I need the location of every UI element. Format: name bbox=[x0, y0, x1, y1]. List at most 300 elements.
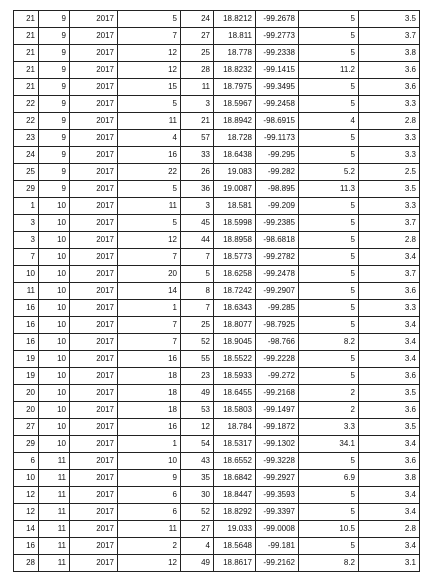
table-row bbox=[14, 436, 420, 453]
table-cell: 19 bbox=[14, 368, 39, 385]
table-cell: 18.9045 bbox=[214, 334, 256, 351]
table-cell: -99.1302 bbox=[256, 436, 299, 453]
table-cell: 3.6 bbox=[359, 368, 420, 385]
table-cell: 18.8617 bbox=[214, 555, 256, 572]
seismic-data-table bbox=[13, 10, 420, 572]
table-cell: 9 bbox=[39, 96, 70, 113]
table-row bbox=[14, 11, 420, 28]
table-cell: -99.2907 bbox=[256, 283, 299, 300]
table-cell: -99.181 bbox=[256, 538, 299, 555]
table-cell: 18 bbox=[118, 368, 181, 385]
table-cell: 21 bbox=[14, 28, 39, 45]
table-cell: 19.083 bbox=[214, 164, 256, 181]
table-cell: 33 bbox=[181, 147, 214, 164]
table-cell: 5 bbox=[299, 453, 359, 470]
table-cell: 11 bbox=[39, 538, 70, 555]
table-cell: 3 bbox=[181, 198, 214, 215]
table-cell: 3.3 bbox=[359, 130, 420, 147]
table-cell: 10 bbox=[39, 215, 70, 232]
table-row bbox=[14, 283, 420, 300]
table-cell: 5 bbox=[299, 538, 359, 555]
table-cell: 18.6842 bbox=[214, 470, 256, 487]
table-cell: 18.5522 bbox=[214, 351, 256, 368]
table-row bbox=[14, 521, 420, 538]
table-cell: 2.8 bbox=[359, 521, 420, 538]
table-cell: 3.6 bbox=[359, 402, 420, 419]
table-cell: 9 bbox=[39, 130, 70, 147]
table-cell: 11 bbox=[118, 113, 181, 130]
table-cell: 2017 bbox=[70, 96, 118, 113]
table-cell: 2017 bbox=[70, 249, 118, 266]
table-cell: 3.6 bbox=[359, 283, 420, 300]
table-cell: 15 bbox=[118, 79, 181, 96]
table-cell: 9 bbox=[39, 147, 70, 164]
table-cell: 10 bbox=[39, 198, 70, 215]
table-row bbox=[14, 368, 420, 385]
table-cell: 4 bbox=[118, 130, 181, 147]
table-cell: -98.6818 bbox=[256, 232, 299, 249]
table-row bbox=[14, 113, 420, 130]
table-cell: 2017 bbox=[70, 317, 118, 334]
table-cell: 16 bbox=[118, 351, 181, 368]
table-cell: -99.2927 bbox=[256, 470, 299, 487]
table-cell: -99.2782 bbox=[256, 249, 299, 266]
table-cell: 2017 bbox=[70, 351, 118, 368]
table-cell: 5.2 bbox=[299, 164, 359, 181]
table-row bbox=[14, 232, 420, 249]
table-cell: 8.2 bbox=[299, 334, 359, 351]
table-cell: 9 bbox=[118, 470, 181, 487]
table-row bbox=[14, 130, 420, 147]
table-cell: 3.4 bbox=[359, 436, 420, 453]
table-cell: 2017 bbox=[70, 215, 118, 232]
table-cell: 10 bbox=[39, 402, 70, 419]
table-cell: 10.5 bbox=[299, 521, 359, 538]
table-cell: 3.4 bbox=[359, 334, 420, 351]
table-cell: 27 bbox=[181, 521, 214, 538]
table-cell: 5 bbox=[299, 317, 359, 334]
table-cell: 53 bbox=[181, 402, 214, 419]
table-cell: 3.4 bbox=[359, 538, 420, 555]
table-cell: 2017 bbox=[70, 164, 118, 181]
table-cell: 3.5 bbox=[359, 11, 420, 28]
table-cell: 11.2 bbox=[299, 62, 359, 79]
table-cell: 3.5 bbox=[359, 181, 420, 198]
table-cell: 2017 bbox=[70, 504, 118, 521]
table-row bbox=[14, 249, 420, 266]
table-cell: 2017 bbox=[70, 419, 118, 436]
table-cell: 12 bbox=[118, 62, 181, 79]
table-cell: 10 bbox=[118, 453, 181, 470]
table-cell: 49 bbox=[181, 385, 214, 402]
table-cell: 10 bbox=[39, 436, 70, 453]
table-cell: 1 bbox=[118, 436, 181, 453]
table-row bbox=[14, 504, 420, 521]
table-cell: 3.3 bbox=[299, 419, 359, 436]
table-cell: 2017 bbox=[70, 232, 118, 249]
table-cell: 9 bbox=[39, 181, 70, 198]
table-cell: 5 bbox=[299, 283, 359, 300]
table-cell: 11 bbox=[39, 487, 70, 504]
table-cell: -98.7925 bbox=[256, 317, 299, 334]
table-cell: 3.4 bbox=[359, 504, 420, 521]
table-cell: -99.285 bbox=[256, 300, 299, 317]
table-row bbox=[14, 215, 420, 232]
table-cell: 18.5998 bbox=[214, 215, 256, 232]
table-cell: 2017 bbox=[70, 402, 118, 419]
table-cell: 3 bbox=[14, 232, 39, 249]
table-cell: 7 bbox=[118, 249, 181, 266]
table-cell: -99.2228 bbox=[256, 351, 299, 368]
table-row bbox=[14, 198, 420, 215]
table-cell: 11 bbox=[39, 521, 70, 538]
table-cell: 2017 bbox=[70, 11, 118, 28]
table-row bbox=[14, 538, 420, 555]
table-cell: 11 bbox=[118, 521, 181, 538]
table-cell: 11 bbox=[181, 79, 214, 96]
table-cell: 2017 bbox=[70, 28, 118, 45]
table-cell: 3.6 bbox=[359, 79, 420, 96]
table-cell: 52 bbox=[181, 334, 214, 351]
table-cell: 2017 bbox=[70, 521, 118, 538]
table-cell: 3.4 bbox=[359, 487, 420, 504]
table-cell: 18.8232 bbox=[214, 62, 256, 79]
table-cell: 11 bbox=[39, 504, 70, 521]
table-cell: 1 bbox=[118, 300, 181, 317]
table-cell: -99.295 bbox=[256, 147, 299, 164]
table-cell: -99.2773 bbox=[256, 28, 299, 45]
table-cell: 45 bbox=[181, 215, 214, 232]
table-row bbox=[14, 317, 420, 334]
table-cell: 12 bbox=[181, 419, 214, 436]
table-cell: -99.2338 bbox=[256, 45, 299, 62]
table-cell: 16 bbox=[14, 538, 39, 555]
table-cell: 2017 bbox=[70, 453, 118, 470]
table-cell: 5 bbox=[299, 232, 359, 249]
table-cell: 20 bbox=[14, 385, 39, 402]
table-cell: 5 bbox=[299, 11, 359, 28]
table-cell: 16 bbox=[118, 419, 181, 436]
table-cell: 3.1 bbox=[359, 555, 420, 572]
table-cell: 24 bbox=[181, 11, 214, 28]
table-cell: 2017 bbox=[70, 198, 118, 215]
table-cell: 10 bbox=[39, 334, 70, 351]
table-cell: 23 bbox=[181, 368, 214, 385]
table-cell: 3.3 bbox=[359, 198, 420, 215]
table-cell: 35 bbox=[181, 470, 214, 487]
table-row bbox=[14, 164, 420, 181]
table-cell: 54 bbox=[181, 436, 214, 453]
table-cell: 2.5 bbox=[359, 164, 420, 181]
table-cell: 18.811 bbox=[214, 28, 256, 45]
table-cell: 8 bbox=[181, 283, 214, 300]
table-row bbox=[14, 385, 420, 402]
table-cell: 3.4 bbox=[359, 351, 420, 368]
table-cell: 3 bbox=[14, 215, 39, 232]
table-cell: 3.3 bbox=[359, 147, 420, 164]
table-cell: 12 bbox=[118, 232, 181, 249]
table-row bbox=[14, 79, 420, 96]
table-cell: 3.8 bbox=[359, 45, 420, 62]
table-cell: 9 bbox=[39, 28, 70, 45]
table-row bbox=[14, 147, 420, 164]
table-cell: 16 bbox=[14, 334, 39, 351]
table-cell: 11.3 bbox=[299, 181, 359, 198]
table-cell: 5 bbox=[299, 504, 359, 521]
table-cell: 5 bbox=[299, 266, 359, 283]
table-row bbox=[14, 351, 420, 368]
table-cell: 2017 bbox=[70, 487, 118, 504]
table-cell: 3.5 bbox=[359, 385, 420, 402]
table-cell: 5 bbox=[299, 198, 359, 215]
table-cell: -99.3593 bbox=[256, 487, 299, 504]
table-cell: 10 bbox=[39, 317, 70, 334]
table-cell: 18.728 bbox=[214, 130, 256, 147]
table-cell: 57 bbox=[181, 130, 214, 147]
table-cell: 18.5317 bbox=[214, 436, 256, 453]
table-cell: 3.6 bbox=[359, 453, 420, 470]
table-cell: 9 bbox=[39, 113, 70, 130]
table-cell: 18.784 bbox=[214, 419, 256, 436]
table-cell: -99.2168 bbox=[256, 385, 299, 402]
table-cell: 16 bbox=[118, 147, 181, 164]
table-cell: 14 bbox=[118, 283, 181, 300]
table-cell: 9 bbox=[39, 45, 70, 62]
table-cell: 2.8 bbox=[359, 232, 420, 249]
table-cell: 18.8942 bbox=[214, 113, 256, 130]
table-cell: 5 bbox=[299, 96, 359, 113]
table-cell: 23 bbox=[14, 130, 39, 147]
table-cell: 3.8 bbox=[359, 470, 420, 487]
table-cell: 2017 bbox=[70, 283, 118, 300]
table-cell: 18.7242 bbox=[214, 283, 256, 300]
table-cell: 6 bbox=[118, 504, 181, 521]
table-cell: 2017 bbox=[70, 368, 118, 385]
table-cell: 10 bbox=[39, 232, 70, 249]
table-cell: 44 bbox=[181, 232, 214, 249]
table-row bbox=[14, 45, 420, 62]
table-cell: 10 bbox=[39, 385, 70, 402]
table-cell: -99.282 bbox=[256, 164, 299, 181]
table-cell: 25 bbox=[181, 317, 214, 334]
table-cell: 25 bbox=[181, 45, 214, 62]
table-cell: 5 bbox=[181, 266, 214, 283]
table-cell: 5 bbox=[118, 215, 181, 232]
table-cell: 10 bbox=[39, 266, 70, 283]
table-cell: -99.2458 bbox=[256, 96, 299, 113]
table-cell: 10 bbox=[39, 249, 70, 266]
table-cell: 3.4 bbox=[359, 317, 420, 334]
table-cell: 27 bbox=[181, 28, 214, 45]
table-cell: 28 bbox=[181, 62, 214, 79]
table-cell: 5 bbox=[118, 181, 181, 198]
table-cell: 10 bbox=[14, 266, 39, 283]
table-cell: 2017 bbox=[70, 147, 118, 164]
table-cell: 5 bbox=[299, 28, 359, 45]
table-cell: 3.6 bbox=[359, 62, 420, 79]
table-cell: 2017 bbox=[70, 113, 118, 130]
table-cell: -98.895 bbox=[256, 181, 299, 198]
table-row bbox=[14, 62, 420, 79]
table-cell: 2 bbox=[299, 402, 359, 419]
table-cell: 18.6455 bbox=[214, 385, 256, 402]
table-cell: 24 bbox=[14, 147, 39, 164]
table-cell: 5 bbox=[118, 11, 181, 28]
table-cell: 6 bbox=[118, 487, 181, 504]
table-cell: 10 bbox=[39, 419, 70, 436]
table-row bbox=[14, 555, 420, 572]
table-cell: 21 bbox=[14, 11, 39, 28]
table-row bbox=[14, 470, 420, 487]
table-cell: -99.1497 bbox=[256, 402, 299, 419]
table-cell: -99.2478 bbox=[256, 266, 299, 283]
table-cell: 2017 bbox=[70, 79, 118, 96]
table-cell: 25 bbox=[14, 164, 39, 181]
table-cell: 10 bbox=[39, 300, 70, 317]
table-cell: 29 bbox=[14, 436, 39, 453]
table-cell: 16 bbox=[14, 317, 39, 334]
table-row bbox=[14, 300, 420, 317]
table-cell: 36 bbox=[181, 181, 214, 198]
table-cell: 18.8077 bbox=[214, 317, 256, 334]
table-cell: 1 bbox=[14, 198, 39, 215]
table-cell: 18 bbox=[118, 402, 181, 419]
table-cell: 7 bbox=[118, 317, 181, 334]
table-row bbox=[14, 487, 420, 504]
table-cell: 18.5933 bbox=[214, 368, 256, 385]
table-cell: 22 bbox=[14, 96, 39, 113]
table-cell: 49 bbox=[181, 555, 214, 572]
table-cell: -99.1872 bbox=[256, 419, 299, 436]
table-cell: 2017 bbox=[70, 62, 118, 79]
table-cell: -98.6915 bbox=[256, 113, 299, 130]
table-cell: 12 bbox=[118, 555, 181, 572]
table-cell: 22 bbox=[118, 164, 181, 181]
table-cell: 18.5967 bbox=[214, 96, 256, 113]
table-cell: 18.7975 bbox=[214, 79, 256, 96]
table-cell: 19.033 bbox=[214, 521, 256, 538]
table-cell: 28 bbox=[14, 555, 39, 572]
table-cell: -99.2678 bbox=[256, 11, 299, 28]
table-cell: 21 bbox=[181, 113, 214, 130]
table-cell: 11 bbox=[39, 555, 70, 572]
table-cell: 18.5773 bbox=[214, 249, 256, 266]
table-cell: -99.2385 bbox=[256, 215, 299, 232]
table-cell: 4 bbox=[181, 538, 214, 555]
table-cell: -99.1173 bbox=[256, 130, 299, 147]
table-cell: 6 bbox=[14, 453, 39, 470]
table-cell: -98.766 bbox=[256, 334, 299, 351]
table-cell: 10 bbox=[39, 283, 70, 300]
table-cell: 43 bbox=[181, 453, 214, 470]
table-cell: 10 bbox=[39, 351, 70, 368]
table-cell: 2017 bbox=[70, 470, 118, 487]
table-cell: 26 bbox=[181, 164, 214, 181]
table-cell: 7 bbox=[181, 300, 214, 317]
table-row bbox=[14, 453, 420, 470]
table-cell: 5 bbox=[299, 130, 359, 147]
table-cell: 27 bbox=[14, 419, 39, 436]
table-cell: 5 bbox=[299, 300, 359, 317]
table-cell: 4 bbox=[299, 113, 359, 130]
table-cell: 12 bbox=[118, 45, 181, 62]
table-cell: 2017 bbox=[70, 181, 118, 198]
table-cell: 2017 bbox=[70, 130, 118, 147]
table-cell: 7 bbox=[181, 249, 214, 266]
table-cell: -99.209 bbox=[256, 198, 299, 215]
table-cell: 7 bbox=[118, 28, 181, 45]
table-cell: 2017 bbox=[70, 334, 118, 351]
table-cell: 3.3 bbox=[359, 300, 420, 317]
table-row bbox=[14, 334, 420, 351]
table-cell: 11 bbox=[39, 453, 70, 470]
table-cell: -99.272 bbox=[256, 368, 299, 385]
table-cell: -99.3228 bbox=[256, 453, 299, 470]
table-row bbox=[14, 266, 420, 283]
table-row bbox=[14, 96, 420, 113]
table-cell: 21 bbox=[14, 45, 39, 62]
table-cell: 10 bbox=[14, 470, 39, 487]
table-cell: 18.778 bbox=[214, 45, 256, 62]
table-cell: 55 bbox=[181, 351, 214, 368]
table-cell: 52 bbox=[181, 504, 214, 521]
table-cell: -99.0008 bbox=[256, 521, 299, 538]
table-cell: 21 bbox=[14, 79, 39, 96]
table-cell: 6.9 bbox=[299, 470, 359, 487]
table-cell: 16 bbox=[14, 300, 39, 317]
table-cell: 14 bbox=[14, 521, 39, 538]
table-cell: 11 bbox=[39, 470, 70, 487]
table-cell: 7 bbox=[14, 249, 39, 266]
table-cell: 18.8447 bbox=[214, 487, 256, 504]
table-cell: 20 bbox=[118, 266, 181, 283]
table-cell: 10 bbox=[39, 368, 70, 385]
table-cell: 5 bbox=[299, 368, 359, 385]
table-cell: 9 bbox=[39, 79, 70, 96]
table-cell: 34.1 bbox=[299, 436, 359, 453]
table-cell: 18.581 bbox=[214, 198, 256, 215]
table-cell: 3.4 bbox=[359, 249, 420, 266]
table-cell: 3.7 bbox=[359, 266, 420, 283]
table-cell: -99.1415 bbox=[256, 62, 299, 79]
table-cell: -99.2162 bbox=[256, 555, 299, 572]
table-cell: 19 bbox=[14, 351, 39, 368]
table-cell: 5 bbox=[299, 79, 359, 96]
table-cell: 5 bbox=[299, 249, 359, 266]
table-cell: 8.2 bbox=[299, 555, 359, 572]
table-cell: 20 bbox=[14, 402, 39, 419]
table-cell: 18.6343 bbox=[214, 300, 256, 317]
table-cell: 11 bbox=[14, 283, 39, 300]
table-cell: 3.7 bbox=[359, 215, 420, 232]
table-cell: 2017 bbox=[70, 266, 118, 283]
table-cell: 2 bbox=[299, 385, 359, 402]
table-cell: 5 bbox=[118, 96, 181, 113]
table-cell: 18.5803 bbox=[214, 402, 256, 419]
table-row bbox=[14, 181, 420, 198]
table-cell: 12 bbox=[14, 487, 39, 504]
table-cell: 5 bbox=[299, 147, 359, 164]
table-cell: 9 bbox=[39, 11, 70, 28]
table-cell: 18.6438 bbox=[214, 147, 256, 164]
table-cell: 18.8212 bbox=[214, 11, 256, 28]
table-cell: 21 bbox=[14, 62, 39, 79]
table-cell: 5 bbox=[299, 45, 359, 62]
table-cell: 2017 bbox=[70, 45, 118, 62]
table-cell: 30 bbox=[181, 487, 214, 504]
table-cell: 3.5 bbox=[359, 419, 420, 436]
table-cell: 7 bbox=[118, 334, 181, 351]
